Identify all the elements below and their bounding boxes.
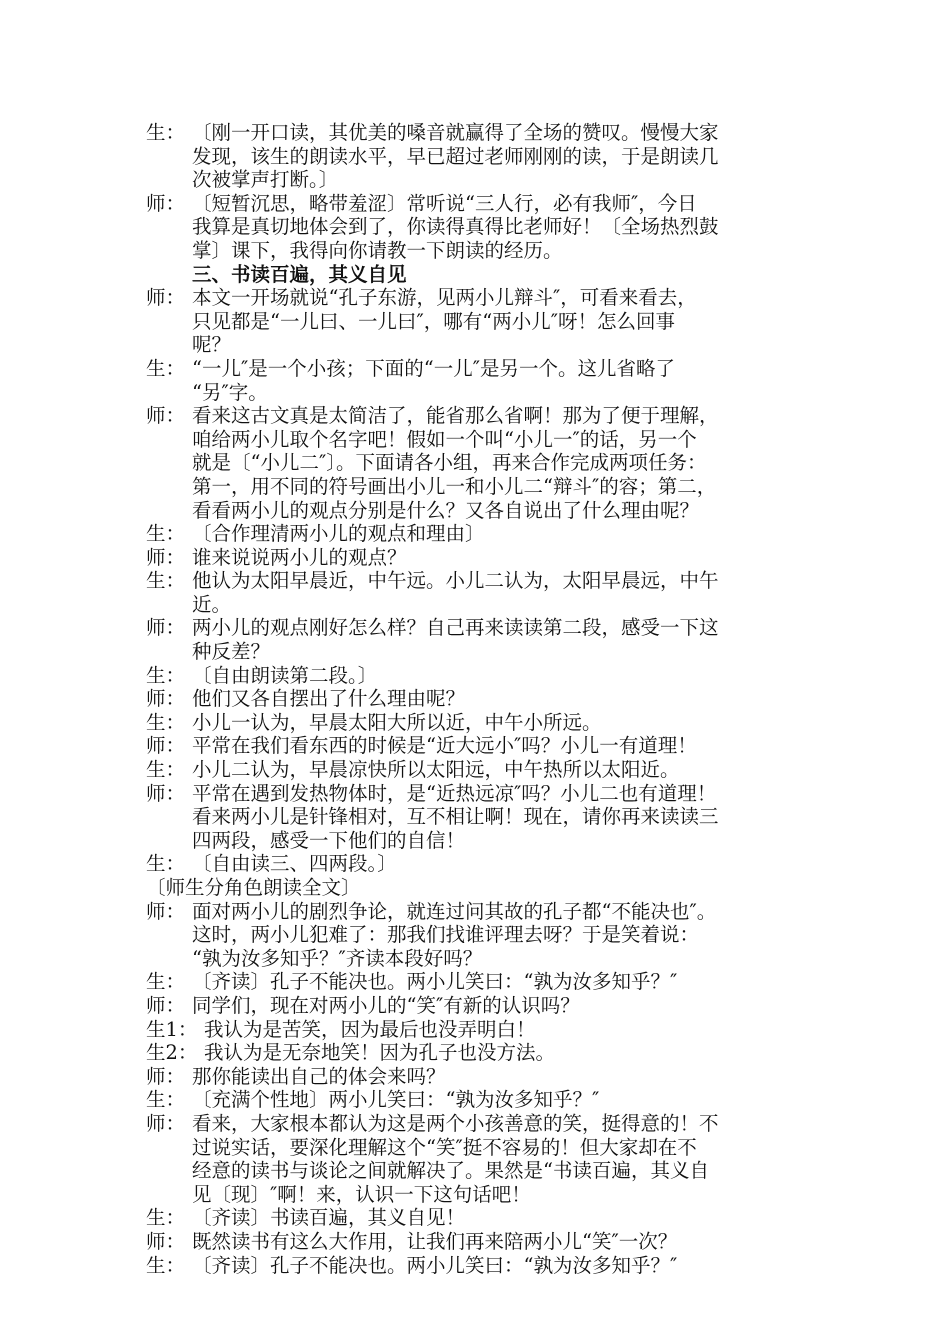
dialogue-line bbox=[146, 1112, 821, 1136]
dialogue-line bbox=[146, 192, 821, 216]
dialogue-line bbox=[146, 994, 821, 1018]
dialogue-continuation bbox=[146, 1136, 821, 1160]
dialogue-line bbox=[146, 522, 821, 546]
dialogue-continuation bbox=[146, 239, 821, 263]
dialogue-line bbox=[146, 900, 821, 924]
dialogue-continuation bbox=[146, 310, 821, 334]
dialogue-text: 我认为是无奈地笑！因为孔子也没方法。 bbox=[204, 1041, 556, 1065]
dialogue-continuation bbox=[146, 1159, 821, 1183]
speaker-label: 师： bbox=[146, 781, 186, 805]
dialogue-text: 既然读书有这么大作用，让我们再来陪两小儿“笑″一次？ bbox=[192, 1229, 678, 1253]
dialogue-line bbox=[146, 1230, 821, 1254]
dialogue-line bbox=[146, 1041, 821, 1065]
speaker-label: 生： bbox=[146, 710, 186, 734]
dialogue-continuation bbox=[146, 1183, 821, 1207]
dialogue-continuation bbox=[146, 381, 821, 405]
speaker-label: 生： bbox=[146, 970, 186, 994]
dialogue-line bbox=[146, 970, 821, 994]
dialogue-continuation bbox=[146, 168, 821, 192]
speaker-label: 生： bbox=[146, 758, 186, 782]
speaker-label: 师： bbox=[146, 545, 186, 569]
stage-direction-line bbox=[146, 876, 821, 900]
dialogue-continuation bbox=[146, 145, 821, 169]
dialogue-text: 本文一开场就说“孔子东游，见两小儿辩斗″，可看来看去， bbox=[192, 286, 697, 310]
dialogue-text: 他认为太阳早晨近，中午远。小儿二认为，太阳早晨远，中午 bbox=[192, 569, 719, 593]
dialogue-line bbox=[146, 852, 821, 876]
dialogue-text: 呢？ bbox=[192, 333, 232, 357]
dialogue-continuation bbox=[146, 947, 821, 971]
speaker-label: 生2： bbox=[146, 1041, 198, 1065]
dialogue-text: 我认为是苦笑，因为最后也没弄明白！ bbox=[204, 1017, 536, 1041]
dialogue-text: 〔齐读〕书读百遍，其义自见！ bbox=[192, 1206, 466, 1230]
dialogue-line bbox=[146, 1088, 821, 1112]
dialogue-line bbox=[146, 1254, 821, 1278]
dialogue-line bbox=[146, 546, 821, 570]
dialogue-text: 小儿一认为，早晨太阳大所以近，中午小所远。 bbox=[192, 710, 602, 734]
speaker-label: 生： bbox=[146, 522, 186, 546]
dialogue-line bbox=[146, 1018, 821, 1042]
dialogue-line bbox=[146, 569, 821, 593]
dialogue-text: 小儿二认为，早晨凉快所以太阳远，中午热所以太阳近。 bbox=[192, 758, 680, 782]
dialogue-text: 他们又各自摆出了什么理由呢？ bbox=[192, 687, 466, 711]
dialogue-text: 过说实话，要深化理解这个“笑″挺不容易的！但大家却在不 bbox=[192, 1135, 697, 1159]
dialogue-text: 同学们，现在对两小儿的“笑″有新的认识吗？ bbox=[192, 993, 580, 1017]
dialogue-line bbox=[146, 616, 821, 640]
speaker-label: 生： bbox=[146, 663, 186, 687]
dialogue-text: 咱给两小儿取个名字吧！假如一个叫“小儿一″的话，另一个 bbox=[192, 427, 697, 451]
dialogue-line bbox=[146, 782, 821, 806]
dialogue-text: 面对两小儿的剧烈争论，就连过问其故的孔子都“不能决也″。 bbox=[192, 899, 717, 923]
dialogue-line bbox=[146, 121, 821, 145]
speaker-label: 师： bbox=[146, 286, 186, 310]
speaker-label: 生： bbox=[146, 1088, 186, 1112]
section-heading bbox=[146, 263, 821, 287]
dialogue-line bbox=[146, 286, 821, 310]
dialogue-line bbox=[146, 687, 821, 711]
dialogue-text: 这时，两小儿犯难了：那我们找谁评理去呀？于是笑着说： bbox=[192, 923, 700, 947]
dialogue-text: 平常在遇到发热物体时，是“近热远凉″吗？小儿二也有道理！ bbox=[192, 781, 717, 805]
dialogue-text: 平常在我们看东西的时候是“近大远小″吗？小儿一有道理！ bbox=[192, 734, 697, 758]
dialogue-text: 〔短暂沉思，略带羞涩〕常听说“三人行，必有我师″，今日 bbox=[192, 191, 697, 215]
dialogue-text: “孰为汝多知乎？″齐读本段好吗？ bbox=[192, 946, 483, 970]
speaker-label: 生1： bbox=[146, 1017, 198, 1041]
speaker-label: 师： bbox=[146, 191, 186, 215]
dialogue-line bbox=[146, 758, 821, 782]
dialogue-line bbox=[146, 357, 821, 381]
document-body bbox=[146, 121, 821, 1277]
dialogue-text: “一儿″是一个小孩；下面的“一儿″是另一个。这儿省略了 bbox=[192, 356, 676, 380]
speaker-label: 师： bbox=[146, 1229, 186, 1253]
dialogue-continuation bbox=[146, 593, 821, 617]
dialogue-continuation bbox=[146, 428, 821, 452]
speaker-label: 师： bbox=[146, 1111, 186, 1135]
dialogue-line bbox=[146, 664, 821, 688]
speaker-label: 师： bbox=[146, 899, 186, 923]
dialogue-text: 就是〔“小儿二″〕。下面请各小组，再来合作完成两项任务： bbox=[192, 451, 707, 475]
dialogue-continuation bbox=[146, 451, 821, 475]
dialogue-continuation bbox=[146, 923, 821, 947]
speaker-label: 生： bbox=[146, 1253, 186, 1277]
dialogue-text: 见〔现〕″啊！来，认识一下这句话吧！ bbox=[192, 1182, 531, 1206]
dialogue-text: 看来这古文真是太简洁了，能省那么省啊！那为了便于理解， bbox=[192, 404, 719, 428]
speaker-label: 生： bbox=[146, 569, 186, 593]
dialogue-text: 〔合作理清两小儿的观点和理由〕 bbox=[192, 522, 485, 546]
dialogue-text: 近。 bbox=[192, 592, 232, 616]
dialogue-continuation bbox=[146, 215, 821, 239]
speaker-label: 生： bbox=[146, 121, 186, 144]
dialogue-text: 看来两小儿是针锋相对，互不相让啊！现在，请你再来读读三 bbox=[192, 805, 719, 829]
dialogue-text: 〔齐读〕孔子不能决也。两小儿笑曰：“孰为汝多知乎？″ bbox=[192, 1253, 678, 1277]
dialogue-line bbox=[146, 711, 821, 735]
speaker-label: 生： bbox=[146, 1206, 186, 1230]
stage-direction-text: 〔师生分角色朗读全文〕 bbox=[146, 876, 361, 899]
speaker-label: 师： bbox=[146, 404, 186, 428]
speaker-label: 师： bbox=[146, 734, 186, 758]
dialogue-text: 〔自由读三、四两段。〕 bbox=[192, 852, 397, 876]
speaker-label: 师： bbox=[146, 687, 186, 711]
dialogue-text: 掌〕课下，我得向你请教一下朗读的经历。 bbox=[192, 238, 563, 262]
dialogue-line bbox=[146, 1065, 821, 1089]
dialogue-continuation bbox=[146, 640, 821, 664]
dialogue-text: 次被掌声打断。〕 bbox=[192, 168, 339, 192]
dialogue-text: 谁来说说两小儿的观点？ bbox=[192, 545, 407, 569]
dialogue-text: 四两段，感受一下他们的自信！ bbox=[192, 828, 466, 852]
dialogue-text: 种反差？ bbox=[192, 640, 271, 664]
dialogue-text: 〔自由朗读第二段。〕 bbox=[192, 663, 378, 687]
dialogue-text: 只见都是“一儿曰、一儿曰″，哪有“两小儿″呀！怎么回事 bbox=[192, 309, 676, 333]
dialogue-text: 我算是真切地体会到了，你读得真得比老师好！〔全场热烈鼓 bbox=[192, 215, 719, 239]
dialogue-text: 〔刚一开口读，其优美的嗓音就赢得了全场的赞叹。慢慢大家 bbox=[192, 121, 719, 144]
dialogue-text: 看来，大家根本都认为这是两个小孩善意的笑，挺得意的！不 bbox=[192, 1111, 719, 1135]
dialogue-continuation bbox=[146, 333, 821, 357]
dialogue-line bbox=[146, 404, 821, 428]
dialogue-text: 〔齐读〕孔子不能决也。两小儿笑曰：“孰为汝多知乎？″ bbox=[192, 970, 678, 994]
dialogue-text: 那你能读出自己的体会来吗？ bbox=[192, 1064, 446, 1088]
dialogue-continuation bbox=[146, 805, 821, 829]
dialogue-line bbox=[146, 1206, 821, 1230]
speaker-label: 师： bbox=[146, 1064, 186, 1088]
dialogue-text: 发现，该生的朗读水平，早已超过老师刚刚的读，于是朗读几 bbox=[192, 144, 719, 168]
dialogue-text: 看看两小儿的观点分别是什么？又各自说出了什么理由呢？ bbox=[192, 498, 700, 522]
dialogue-line bbox=[146, 734, 821, 758]
speaker-label: 生： bbox=[146, 852, 186, 876]
speaker-label: 生： bbox=[146, 356, 186, 380]
dialogue-text: 第一，用不同的符号画出小儿一和小儿二“辩斗″的容；第二， bbox=[192, 474, 717, 498]
speaker-label: 师： bbox=[146, 993, 186, 1017]
dialogue-text: 经意的读书与谈论之间就解决了。果然是“书读百遍，其义自 bbox=[192, 1159, 709, 1183]
dialogue-text: “另″字。 bbox=[192, 380, 268, 404]
section-heading-text: 三、书读百遍，其义自见 bbox=[192, 262, 407, 286]
dialogue-continuation bbox=[146, 499, 821, 523]
dialogue-continuation bbox=[146, 475, 821, 499]
dialogue-continuation bbox=[146, 829, 821, 853]
speaker-label: 师： bbox=[146, 616, 186, 640]
dialogue-text: 〔充满个性地〕两小儿笑曰：“孰为汝多知乎？″ bbox=[192, 1088, 600, 1112]
dialogue-text: 两小儿的观点刚好怎么样？自己再来读读第二段，感受一下这 bbox=[192, 616, 719, 640]
